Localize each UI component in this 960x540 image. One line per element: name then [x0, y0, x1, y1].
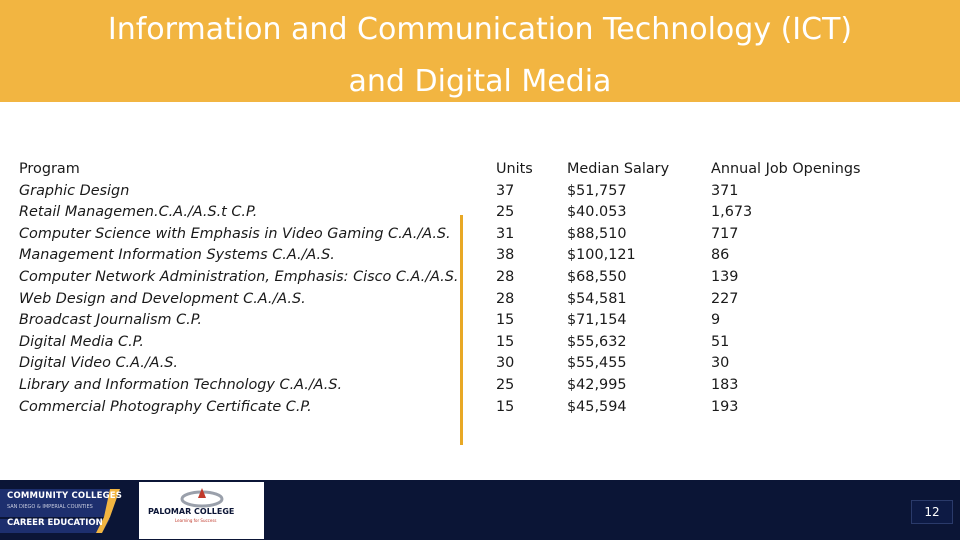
jobs-header: Annual Job Openings [711, 161, 861, 177]
program-cell: Computer Science with Emphasis in Video Gaming C.A./A.S. [19, 225, 451, 242]
units-cell: 38 [496, 247, 515, 264]
page-number: 12 [911, 500, 953, 524]
jobs-cell: 86 [711, 247, 730, 264]
jobs-cell: 371 [711, 182, 739, 199]
salary-cell: $55,632 [567, 333, 627, 350]
salary-cell: $54,581 [567, 290, 627, 307]
units-cell: 15 [496, 312, 515, 329]
cc-logo-line-1: COMMUNITY COLLEGES [7, 491, 123, 501]
slide-title-line-1: Information and Communication Technology (ICT) [107, 12, 853, 47]
program-cell: Computer Network Administration, Emphasis: Cisco C.A./A.S. [19, 268, 459, 285]
units-cell: 30 [496, 355, 515, 372]
salary-cell: $45,594 [567, 398, 627, 415]
jobs-cell: 227 [711, 290, 739, 307]
units-cell: 25 [496, 204, 515, 221]
jobs-cell: 193 [711, 398, 739, 415]
cc-logo-line-3: CAREER EDUCATION [7, 518, 103, 528]
units-cell: 28 [496, 290, 515, 307]
jobs-cell: 30 [711, 355, 730, 372]
jobs-cell: 1,673 [711, 204, 753, 221]
slide-title-line-2: and Digital Media [348, 64, 612, 99]
program-cell: Digital Media C.P. [19, 333, 144, 350]
units-header: Units [496, 161, 533, 177]
salary-cell: $55,455 [567, 355, 627, 372]
salary-header: Median Salary [567, 161, 670, 177]
column-divider [460, 215, 463, 445]
jobs-cell: 717 [711, 225, 739, 242]
units-cell: 25 [496, 376, 515, 393]
cc-logo-line-2: SAN DIEGO & IMPERIAL COUNTIES [7, 504, 93, 510]
program-cell: Graphic Design [19, 182, 130, 199]
program-cell: Library and Information Technology C.A./A.S. [19, 376, 343, 393]
palomar-tagline: Learning for Success [175, 518, 217, 523]
units-column [496, 159, 533, 418]
program-header: Program [19, 161, 80, 177]
jobs-cell: 139 [711, 268, 739, 285]
jobs-column [711, 159, 861, 418]
salary-cell: $40.053 [567, 204, 627, 221]
program-column [19, 159, 458, 418]
units-cell: 28 [496, 268, 515, 285]
palomar-college-logo [139, 482, 264, 539]
jobs-cell: 9 [711, 312, 721, 329]
salary-cell: $42,995 [567, 376, 627, 393]
program-cell: Web Design and Development C.A./A.S. [19, 290, 306, 307]
salary-column [567, 159, 669, 418]
salary-cell: $88,510 [567, 225, 627, 242]
program-cell: Commercial Photography Certificate C.P. [19, 398, 312, 415]
palomar-name: PALOMAR COLLEGE [148, 507, 235, 516]
units-cell: 15 [496, 333, 515, 350]
units-cell: 15 [496, 398, 515, 415]
jobs-cell: 183 [711, 376, 739, 393]
program-cell: Digital Video C.A./A.S. [19, 355, 179, 372]
salary-cell: $100,121 [567, 247, 636, 264]
salary-cell: $71,154 [567, 312, 627, 329]
salary-cell: $68,550 [567, 268, 627, 285]
program-cell: Broadcast Journalism C.P. [19, 312, 202, 329]
palomar-swoosh-icon [179, 486, 225, 508]
program-cell: Management Information Systems C.A./A.S. [19, 247, 335, 264]
units-cell: 37 [496, 182, 515, 199]
jobs-cell: 51 [711, 333, 730, 350]
salary-cell: $51,757 [567, 182, 627, 199]
units-cell: 31 [496, 225, 515, 242]
program-cell: Retail Managemen.C.A./A.S.t C.P. [19, 204, 258, 221]
